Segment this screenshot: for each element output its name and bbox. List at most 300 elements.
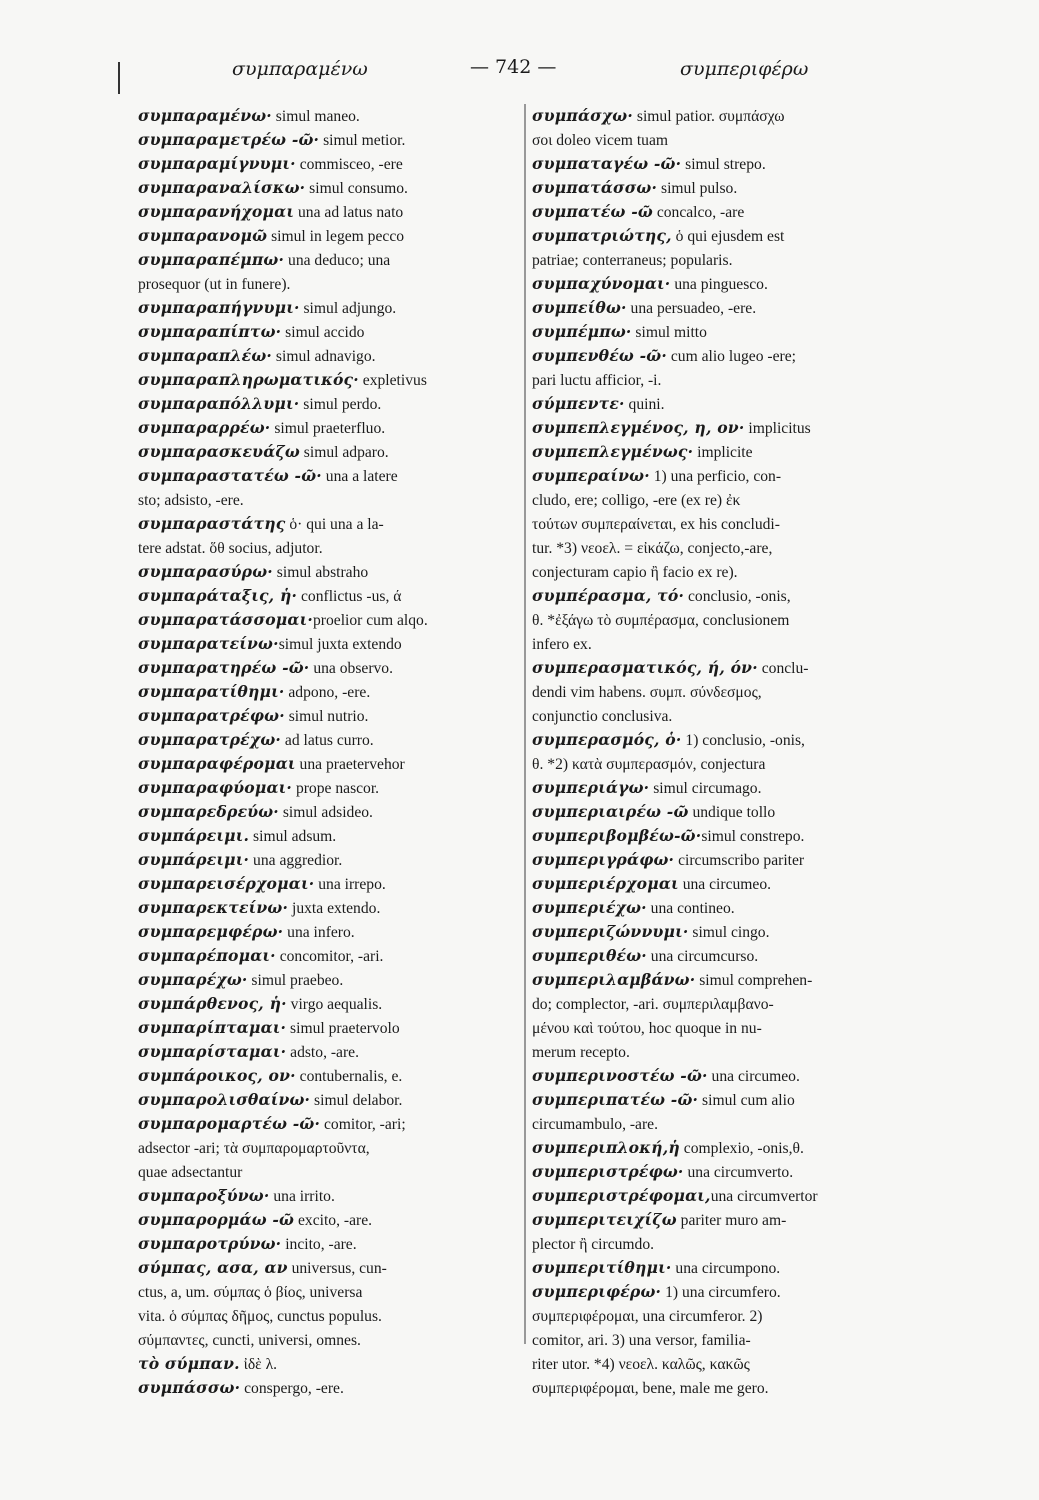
entry-definition: infero ex. bbox=[532, 636, 592, 653]
dictionary-entry bbox=[138, 464, 516, 488]
entry-definition: simul accido bbox=[281, 324, 365, 341]
entry-definition: simul maneo. bbox=[271, 108, 360, 125]
dictionary-entry bbox=[532, 416, 910, 440]
entry-headword: συμπαρατάσσομαι· bbox=[138, 610, 313, 629]
entry-definition: comitor, ari. 3) una versor, familia- bbox=[532, 1332, 751, 1349]
entry-definition: ad latus curro. bbox=[281, 732, 374, 749]
left-running-headword: συμπαραμένω bbox=[232, 58, 368, 80]
entry-definition: simul in legem pecco bbox=[267, 228, 405, 245]
entry-headword: συμπαρολισθαίνω· bbox=[138, 1090, 311, 1109]
entry-definition: pariter muro am- bbox=[676, 1212, 787, 1229]
dictionary-entry bbox=[532, 488, 910, 512]
entry-headword: συμπατέω -ῶ bbox=[532, 202, 653, 221]
dictionary-entry bbox=[532, 200, 910, 224]
dictionary-entry bbox=[138, 536, 516, 560]
entry-headword: συμπαραπέμπω· bbox=[138, 250, 285, 269]
entry-definition: contubernalis, e. bbox=[295, 1068, 403, 1085]
entry-definition: universus, cun- bbox=[287, 1260, 387, 1277]
entry-headword: συμπαρεισέρχομαι· bbox=[138, 874, 315, 893]
column-divider bbox=[524, 104, 526, 1344]
entry-definition: dendi vim habens. συμπ. σύνδεσμος, bbox=[532, 684, 762, 701]
entry-definition: ὁ qui ejusdem est bbox=[671, 228, 785, 245]
dictionary-entry bbox=[138, 1328, 516, 1352]
entry-definition: incito, -are. bbox=[281, 1236, 357, 1253]
dictionary-entry bbox=[138, 416, 516, 440]
entry-headword: συμπεριστρέφω· bbox=[532, 1162, 684, 1181]
entry-headword: συμπεριτίθημι· bbox=[532, 1258, 672, 1277]
entry-headword: συμπαρατηρέω -ῶ· bbox=[138, 658, 310, 677]
entry-headword: συμπαρασύρω· bbox=[138, 562, 273, 581]
entry-definition: una aggredior. bbox=[249, 852, 343, 869]
entry-definition: simul praebeo. bbox=[247, 972, 344, 989]
entry-headword: συμπέμπω· bbox=[532, 322, 632, 341]
dictionary-entry bbox=[532, 704, 910, 728]
entry-definition: una circumvertor bbox=[710, 1188, 818, 1205]
entry-definition: una contineo. bbox=[646, 900, 735, 917]
entry-definition: merum recepto. bbox=[532, 1044, 630, 1061]
dictionary-entry bbox=[138, 1256, 516, 1280]
entry-headword: συμπέρασμα, τό· bbox=[532, 586, 685, 605]
entry-definition: virgo aequalis. bbox=[286, 996, 383, 1013]
dictionary-entry bbox=[138, 1160, 516, 1184]
entry-headword: συμπαραπληρωματικός· bbox=[138, 370, 359, 389]
entry-definition: σύμπαντες, cuncti, universi, omnes. bbox=[138, 1332, 361, 1349]
right-column bbox=[532, 104, 910, 1400]
dictionary-entry bbox=[532, 608, 910, 632]
dictionary-entry bbox=[138, 632, 516, 656]
entry-definition: 1) una circumfero. bbox=[661, 1284, 781, 1301]
dictionary-entry bbox=[532, 296, 910, 320]
dictionary-entry bbox=[532, 1328, 910, 1352]
entry-definition: una infero. bbox=[283, 924, 355, 941]
entry-headword: συμπαραφέρομαι bbox=[138, 754, 296, 773]
entry-headword: συμπεριλαμβάνω· bbox=[532, 970, 696, 989]
entry-headword: συμπαρίπταμαι· bbox=[138, 1018, 287, 1037]
entry-headword: συμπαραφύομαι· bbox=[138, 778, 293, 797]
dictionary-entry bbox=[138, 1352, 516, 1376]
dictionary-entry bbox=[138, 488, 516, 512]
entry-headword: συμπεπλεγμένος, η, ον· bbox=[532, 418, 745, 437]
entry-definition: undique tollo bbox=[688, 804, 776, 821]
dictionary-entry bbox=[532, 800, 910, 824]
entry-headword: συμπάσχω· bbox=[532, 106, 633, 125]
entry-headword: συμπεριβομβέω-ῶ· bbox=[532, 826, 702, 845]
entry-definition: simul cingo. bbox=[688, 924, 770, 941]
dictionary-entry bbox=[138, 1208, 516, 1232]
dictionary-entry bbox=[138, 104, 516, 128]
dictionary-entry bbox=[532, 464, 910, 488]
entry-headword: συμπάροικος, ον· bbox=[138, 1066, 296, 1085]
entry-definition: tur. *3) νεοελ. = εἰκάζω, conjecto,-are, bbox=[532, 540, 773, 557]
entry-headword: σύμπας, ασα, αν bbox=[138, 1258, 288, 1277]
dictionary-entry bbox=[138, 1136, 516, 1160]
entry-headword: συμπαροτρύνω· bbox=[138, 1234, 282, 1253]
entry-definition: adsector -ari; τὰ συμπαρομαρτοῦντα, bbox=[138, 1140, 370, 1157]
dictionary-entry bbox=[532, 728, 910, 752]
dictionary-entry bbox=[532, 848, 910, 872]
left-column bbox=[138, 104, 516, 1400]
entry-headword: συμπεριέχω· bbox=[532, 898, 647, 917]
entry-definition: excito, -are. bbox=[294, 1212, 373, 1229]
dictionary-entry bbox=[138, 392, 516, 416]
entry-definition: expletivus bbox=[358, 372, 427, 389]
entry-definition: simul comprehen- bbox=[695, 972, 813, 989]
dictionary-entry bbox=[138, 608, 516, 632]
dictionary-entry bbox=[532, 1352, 910, 1376]
entry-definition: θ. *2) κατὰ συμπερασμόν, conjectura bbox=[532, 756, 766, 773]
entry-definition: plector ἢ circumdo. bbox=[532, 1236, 655, 1253]
entry-headword: συμπεριάγω· bbox=[532, 778, 650, 797]
dictionary-entry bbox=[138, 128, 516, 152]
entry-definition: simul adnavigo. bbox=[272, 348, 376, 365]
entry-definition: simul abstraho bbox=[272, 564, 369, 581]
dictionary-entry bbox=[532, 152, 910, 176]
dictionary-entry bbox=[138, 1280, 516, 1304]
entry-definition: adsto, -are. bbox=[286, 1044, 359, 1061]
entry-headword: συμπαρεκτείνω· bbox=[138, 898, 289, 917]
dictionary-entry bbox=[532, 1256, 910, 1280]
dictionary-entry bbox=[138, 920, 516, 944]
entry-headword: συμπεριζώννυμι· bbox=[532, 922, 689, 941]
entry-definition: una circumcurso. bbox=[646, 948, 759, 965]
dictionary-entry bbox=[532, 368, 910, 392]
dictionary-entry bbox=[138, 1112, 516, 1136]
entry-headword: συμπενθέω -ῶ· bbox=[532, 346, 667, 365]
entry-headword: συμπάρειμι· bbox=[138, 850, 250, 869]
entry-definition: simul adjungo. bbox=[299, 300, 397, 317]
dictionary-entry bbox=[138, 824, 516, 848]
entry-headword: συμπαρατρέφω· bbox=[138, 706, 285, 725]
entry-headword: συμπάρθενος, ἡ· bbox=[138, 994, 287, 1013]
entry-headword: συμπαρανομῶ bbox=[138, 226, 268, 245]
dictionary-entry bbox=[138, 152, 516, 176]
dictionary-entry bbox=[532, 680, 910, 704]
dictionary-entry bbox=[532, 1304, 910, 1328]
entry-definition: concomitor, -ari. bbox=[275, 948, 384, 965]
dictionary-entry bbox=[532, 992, 910, 1016]
entry-headword: συμπαρασκευάζω bbox=[138, 442, 300, 461]
entry-definition: simul adsideo. bbox=[278, 804, 373, 821]
dictionary-entry bbox=[532, 968, 910, 992]
entry-headword: συμπεριπατέω -ῶ· bbox=[532, 1090, 699, 1109]
entry-definition: comitor, -ari; bbox=[320, 1116, 406, 1133]
dictionary-entry bbox=[532, 1136, 910, 1160]
entry-headword: συμπεριστρέφομαι, bbox=[532, 1186, 711, 1205]
entry-definition: simul adsum. bbox=[249, 828, 337, 845]
entry-definition: simul constrepo. bbox=[701, 828, 805, 845]
entry-headword: συμπαραστατέω -ῶ· bbox=[138, 466, 322, 485]
entry-headword: συμπαρίσταμαι· bbox=[138, 1042, 287, 1061]
entry-definition: quini. bbox=[624, 396, 665, 413]
dictionary-entry bbox=[532, 896, 910, 920]
entry-definition: patriae; conterraneus; popularis. bbox=[532, 252, 733, 269]
dictionary-entry bbox=[138, 680, 516, 704]
dictionary-entry bbox=[532, 1376, 910, 1400]
dictionary-entry bbox=[532, 512, 910, 536]
entry-definition: sto; adsisto, -ere. bbox=[138, 492, 244, 509]
entry-headword: συμπαρεδρεύω· bbox=[138, 802, 279, 821]
entry-definition: una pinguesco. bbox=[670, 276, 768, 293]
dictionary-entry bbox=[532, 920, 910, 944]
entry-definition: implicitus bbox=[744, 420, 811, 437]
dictionary-entry bbox=[138, 1304, 516, 1328]
entry-definition: simul consumo. bbox=[305, 180, 408, 197]
entry-definition: simul mitto bbox=[631, 324, 707, 341]
entry-definition: vita. ὁ σύμπας δῆμος, cunctus populus. bbox=[138, 1308, 382, 1325]
entry-definition: ἰδὲ λ. bbox=[239, 1356, 278, 1373]
entry-definition: simul juxta extendo bbox=[278, 636, 402, 653]
dictionary-entry bbox=[138, 1184, 516, 1208]
entry-headword: τὸ σύμπαν. bbox=[138, 1354, 240, 1373]
dictionary-entry bbox=[138, 224, 516, 248]
entry-headword: συμπαραμένω· bbox=[138, 106, 272, 125]
entry-headword: συμπεριτειχίζω bbox=[532, 1210, 677, 1229]
dictionary-entry bbox=[532, 224, 910, 248]
entry-headword: συμπαρορμάω -ῶ bbox=[138, 1210, 295, 1229]
entry-definition: cum alio lugeo -ere; bbox=[666, 348, 796, 365]
dictionary-entry bbox=[138, 1040, 516, 1064]
dictionary-entry bbox=[532, 1160, 910, 1184]
entry-definition: una circumeo. bbox=[678, 876, 772, 893]
entry-definition: juxta extendo. bbox=[288, 900, 381, 917]
dictionary-entry bbox=[532, 944, 910, 968]
entry-definition: una praetervehor bbox=[295, 756, 405, 773]
dictionary-entry bbox=[138, 320, 516, 344]
entry-headword: συμπαρεμφέρω· bbox=[138, 922, 284, 941]
dictionary-entry bbox=[532, 752, 910, 776]
dictionary-entry bbox=[138, 848, 516, 872]
entry-definition: una irrepo. bbox=[314, 876, 386, 893]
entry-definition: una circumeo. bbox=[707, 1068, 800, 1085]
dictionary-entry bbox=[532, 104, 910, 128]
entry-definition: una circumverto. bbox=[683, 1164, 794, 1181]
entry-headword: συμπαραναλίσκω· bbox=[138, 178, 306, 197]
entry-headword: συμπεριφέρω· bbox=[532, 1282, 662, 1301]
dictionary-entry bbox=[532, 1112, 910, 1136]
dictionary-entry bbox=[532, 1232, 910, 1256]
dictionary-entry bbox=[532, 656, 910, 680]
dictionary-entry bbox=[532, 176, 910, 200]
entry-definition: commisceo, -ere bbox=[295, 156, 403, 173]
dictionary-entry bbox=[138, 752, 516, 776]
entry-definition: una a latere bbox=[321, 468, 398, 485]
dictionary-entry bbox=[138, 968, 516, 992]
entry-headword: συμπερασμός, ὁ· bbox=[532, 730, 682, 749]
dictionary-entry bbox=[532, 776, 910, 800]
entry-definition: una circumpono. bbox=[671, 1260, 781, 1277]
dictionary-entry bbox=[532, 584, 910, 608]
entry-definition: adpono, -ere. bbox=[284, 684, 371, 701]
dictionary-entry bbox=[532, 1016, 910, 1040]
entry-headword: συμπαρατρέχω· bbox=[138, 730, 281, 749]
dictionary-entry bbox=[138, 344, 516, 368]
entry-definition: conjecturam capio ἢ facio ex re). bbox=[532, 564, 738, 581]
entry-headword: συμπαρέχω· bbox=[138, 970, 248, 989]
dictionary-entry bbox=[138, 440, 516, 464]
dictionary-entry bbox=[138, 368, 516, 392]
entry-definition: simul delabor. bbox=[310, 1092, 403, 1109]
right-running-headword: συμπεριφέρω bbox=[680, 58, 809, 80]
entry-definition: conclu- bbox=[757, 660, 809, 677]
dictionary-entry bbox=[138, 560, 516, 584]
entry-definition: complexio, -onis,θ. bbox=[679, 1140, 804, 1157]
page-header bbox=[0, 56, 1039, 90]
entry-headword: συμπαρατείνω· bbox=[138, 634, 279, 653]
entry-definition: conjunctio conclusiva. bbox=[532, 708, 673, 725]
entry-definition: concalco, -are bbox=[652, 204, 745, 221]
dictionary-entry bbox=[532, 344, 910, 368]
entry-headword: συμπαχύνομαι· bbox=[532, 274, 671, 293]
dictionary-entry bbox=[138, 992, 516, 1016]
entry-definition: quae adsectantur bbox=[138, 1164, 243, 1181]
entry-definition: 1) una perficio, con- bbox=[649, 468, 782, 485]
entry-definition: simul nutrio. bbox=[284, 708, 369, 725]
entry-definition: una persuadeo, -ere. bbox=[626, 300, 757, 317]
dictionary-entry bbox=[138, 896, 516, 920]
entry-definition: una deduco; una bbox=[284, 252, 391, 269]
entry-headword: συμπαρατίθημι· bbox=[138, 682, 285, 701]
dictionary-entry bbox=[138, 176, 516, 200]
dictionary-entry bbox=[138, 728, 516, 752]
entry-definition: σοι doleo vicem tuam bbox=[532, 132, 669, 149]
entry-definition: simul praeterfluo. bbox=[270, 420, 386, 437]
entry-headword: συμπαράταξις, ἡ· bbox=[138, 586, 298, 605]
entry-definition: ctus, a, um. σύμπας ὁ βίος, universa bbox=[138, 1284, 363, 1301]
entry-headword: συμπεραίνω· bbox=[532, 466, 650, 485]
dictionary-entry bbox=[532, 272, 910, 296]
entry-definition: conflictus -us, ά bbox=[297, 588, 402, 605]
entry-headword: συμπάρειμι. bbox=[138, 826, 250, 845]
entry-definition: θ. *ἐξάγω τὸ συμπέρασμα, conclusionem bbox=[532, 612, 790, 629]
dictionary-entry bbox=[532, 1184, 910, 1208]
entry-definition: simul metior. bbox=[319, 132, 406, 149]
entry-definition: συμπεριφέρομαι, bene, male me gero. bbox=[532, 1380, 769, 1397]
dictionary-entry bbox=[138, 872, 516, 896]
entry-definition: prope nascor. bbox=[292, 780, 380, 797]
entry-headword: συμπαταγέω -ῶ· bbox=[532, 154, 682, 173]
dictionary-entry bbox=[138, 656, 516, 680]
entry-definition: una ad latus nato bbox=[294, 204, 404, 221]
dictionary-entry bbox=[138, 1232, 516, 1256]
entry-headword: συμπαρανήχομαι bbox=[138, 202, 295, 221]
entry-definition: μένου καὶ τούτου, hoc quoque in nu- bbox=[532, 1020, 762, 1037]
entry-headword: συμπεριθέω· bbox=[532, 946, 647, 965]
entry-headword: συμπεριέρχομαι bbox=[532, 874, 679, 893]
entry-headword: συμπαραμίγνυμι· bbox=[138, 154, 296, 173]
entry-definition: una irrito. bbox=[269, 1188, 335, 1205]
entry-definition: pari luctu afficior, -i. bbox=[532, 372, 662, 389]
entry-headword: συμπατριώτης, bbox=[532, 226, 672, 245]
dictionary-entry bbox=[532, 128, 910, 152]
entry-definition: prosequor (ut in funere). bbox=[138, 276, 291, 293]
dictionary-entry bbox=[532, 1064, 910, 1088]
entry-headword: συμπείθω· bbox=[532, 298, 627, 317]
entry-definition: tere adstat. ὅθ socius, adjutor. bbox=[138, 540, 323, 557]
entry-headword: συμπαραπλέω· bbox=[138, 346, 273, 365]
dictionary-entry bbox=[138, 776, 516, 800]
dictionary-entry bbox=[138, 1376, 516, 1400]
entry-headword: συμπαραστάτης bbox=[138, 514, 286, 533]
entry-definition: simul patior. συμπάσχω bbox=[632, 108, 785, 125]
entry-definition: circumambulo, -are. bbox=[532, 1116, 658, 1133]
entry-headword: συμπαρέπομαι· bbox=[138, 946, 276, 965]
entry-definition: cludo, ere; colligo, -ere (ex re) ἐκ bbox=[532, 492, 741, 509]
entry-headword: συμπερινοστέω -ῶ· bbox=[532, 1066, 708, 1085]
entry-definition: συμπεριφέρομαι, una circumferor. 2) bbox=[532, 1308, 763, 1325]
dictionary-entry bbox=[532, 1088, 910, 1112]
entry-headword: σύμπεντε· bbox=[532, 394, 625, 413]
entry-definition: τούτων συμπεραίνεται, ex his concludi- bbox=[532, 516, 780, 533]
entry-headword: συμπεριπλοκή,ἡ bbox=[532, 1138, 680, 1157]
entry-definition: riter utor. *4) νεοελ. καλῶς, κακῶς bbox=[532, 1356, 750, 1373]
entry-headword: συμπατάσσω· bbox=[532, 178, 658, 197]
entry-headword: συμπαροξύνω· bbox=[138, 1186, 270, 1205]
entry-definition: una observo. bbox=[309, 660, 394, 677]
dictionary-entry bbox=[138, 1016, 516, 1040]
entry-definition: do; complector, -ari. συμπεριλαμβανο- bbox=[532, 996, 774, 1013]
entry-headword: συμπαραρρέω· bbox=[138, 418, 271, 437]
dictionary-entry bbox=[138, 200, 516, 224]
dictionary-entry bbox=[138, 296, 516, 320]
entry-definition: conspergo, -ere. bbox=[240, 1380, 344, 1397]
entry-definition: ὁ· qui una a la- bbox=[285, 516, 384, 533]
entry-headword: συμπερασματικός, ή, όν· bbox=[532, 658, 758, 677]
entry-definition: simul strepo. bbox=[681, 156, 766, 173]
entry-headword: συμπεπλεγμένως· bbox=[532, 442, 694, 461]
dictionary-entry bbox=[532, 1040, 910, 1064]
dictionary-entry bbox=[138, 1088, 516, 1112]
entry-headword: συμπαραπόλλυμι· bbox=[138, 394, 300, 413]
dictionary-entry bbox=[138, 248, 516, 272]
dictionary-entry bbox=[138, 512, 516, 536]
entry-definition: simul pulso. bbox=[657, 180, 738, 197]
dictionary-entry bbox=[138, 1064, 516, 1088]
entry-definition: simul perdo. bbox=[299, 396, 382, 413]
dictionary-entry bbox=[138, 272, 516, 296]
entry-definition: implicite bbox=[693, 444, 753, 461]
entry-headword: συμπάσσω· bbox=[138, 1378, 241, 1397]
dictionary-entry bbox=[138, 704, 516, 728]
dictionary-entry bbox=[138, 584, 516, 608]
entry-definition: proelior cum alqo. bbox=[313, 612, 428, 629]
entry-definition: simul adparo. bbox=[299, 444, 389, 461]
entry-definition: conclusio, -onis, bbox=[684, 588, 791, 605]
entry-definition: 1) conclusio, -onis, bbox=[681, 732, 805, 749]
entry-definition: simul praetervolo bbox=[286, 1020, 400, 1037]
dictionary-entry bbox=[138, 800, 516, 824]
dictionary-entry bbox=[532, 1208, 910, 1232]
dictionary-entry bbox=[532, 320, 910, 344]
entry-headword: συμπαραπήγνυμι· bbox=[138, 298, 300, 317]
entry-headword: συμπεριγράφω· bbox=[532, 850, 675, 869]
dictionary-entry bbox=[532, 872, 910, 896]
entry-headword: συμπαραπίπτω· bbox=[138, 322, 282, 341]
entry-headword: συμπαραμετρέω -ῶ· bbox=[138, 130, 320, 149]
entry-definition: circumscribo pariter bbox=[674, 852, 805, 869]
dictionary-entry bbox=[532, 392, 910, 416]
entry-headword: συμπαρομαρτέω -ῶ· bbox=[138, 1114, 321, 1133]
page-number: — 742 — bbox=[470, 56, 557, 78]
entry-definition: simul circumago. bbox=[649, 780, 762, 797]
dictionary-entry bbox=[532, 440, 910, 464]
dictionary-entry bbox=[532, 248, 910, 272]
dictionary-entry bbox=[532, 560, 910, 584]
dictionary-entry bbox=[138, 944, 516, 968]
entry-headword: συμπεριαιρέω -ῶ bbox=[532, 802, 689, 821]
dictionary-entry bbox=[532, 632, 910, 656]
dictionary-entry bbox=[532, 536, 910, 560]
dictionary-entry bbox=[532, 824, 910, 848]
